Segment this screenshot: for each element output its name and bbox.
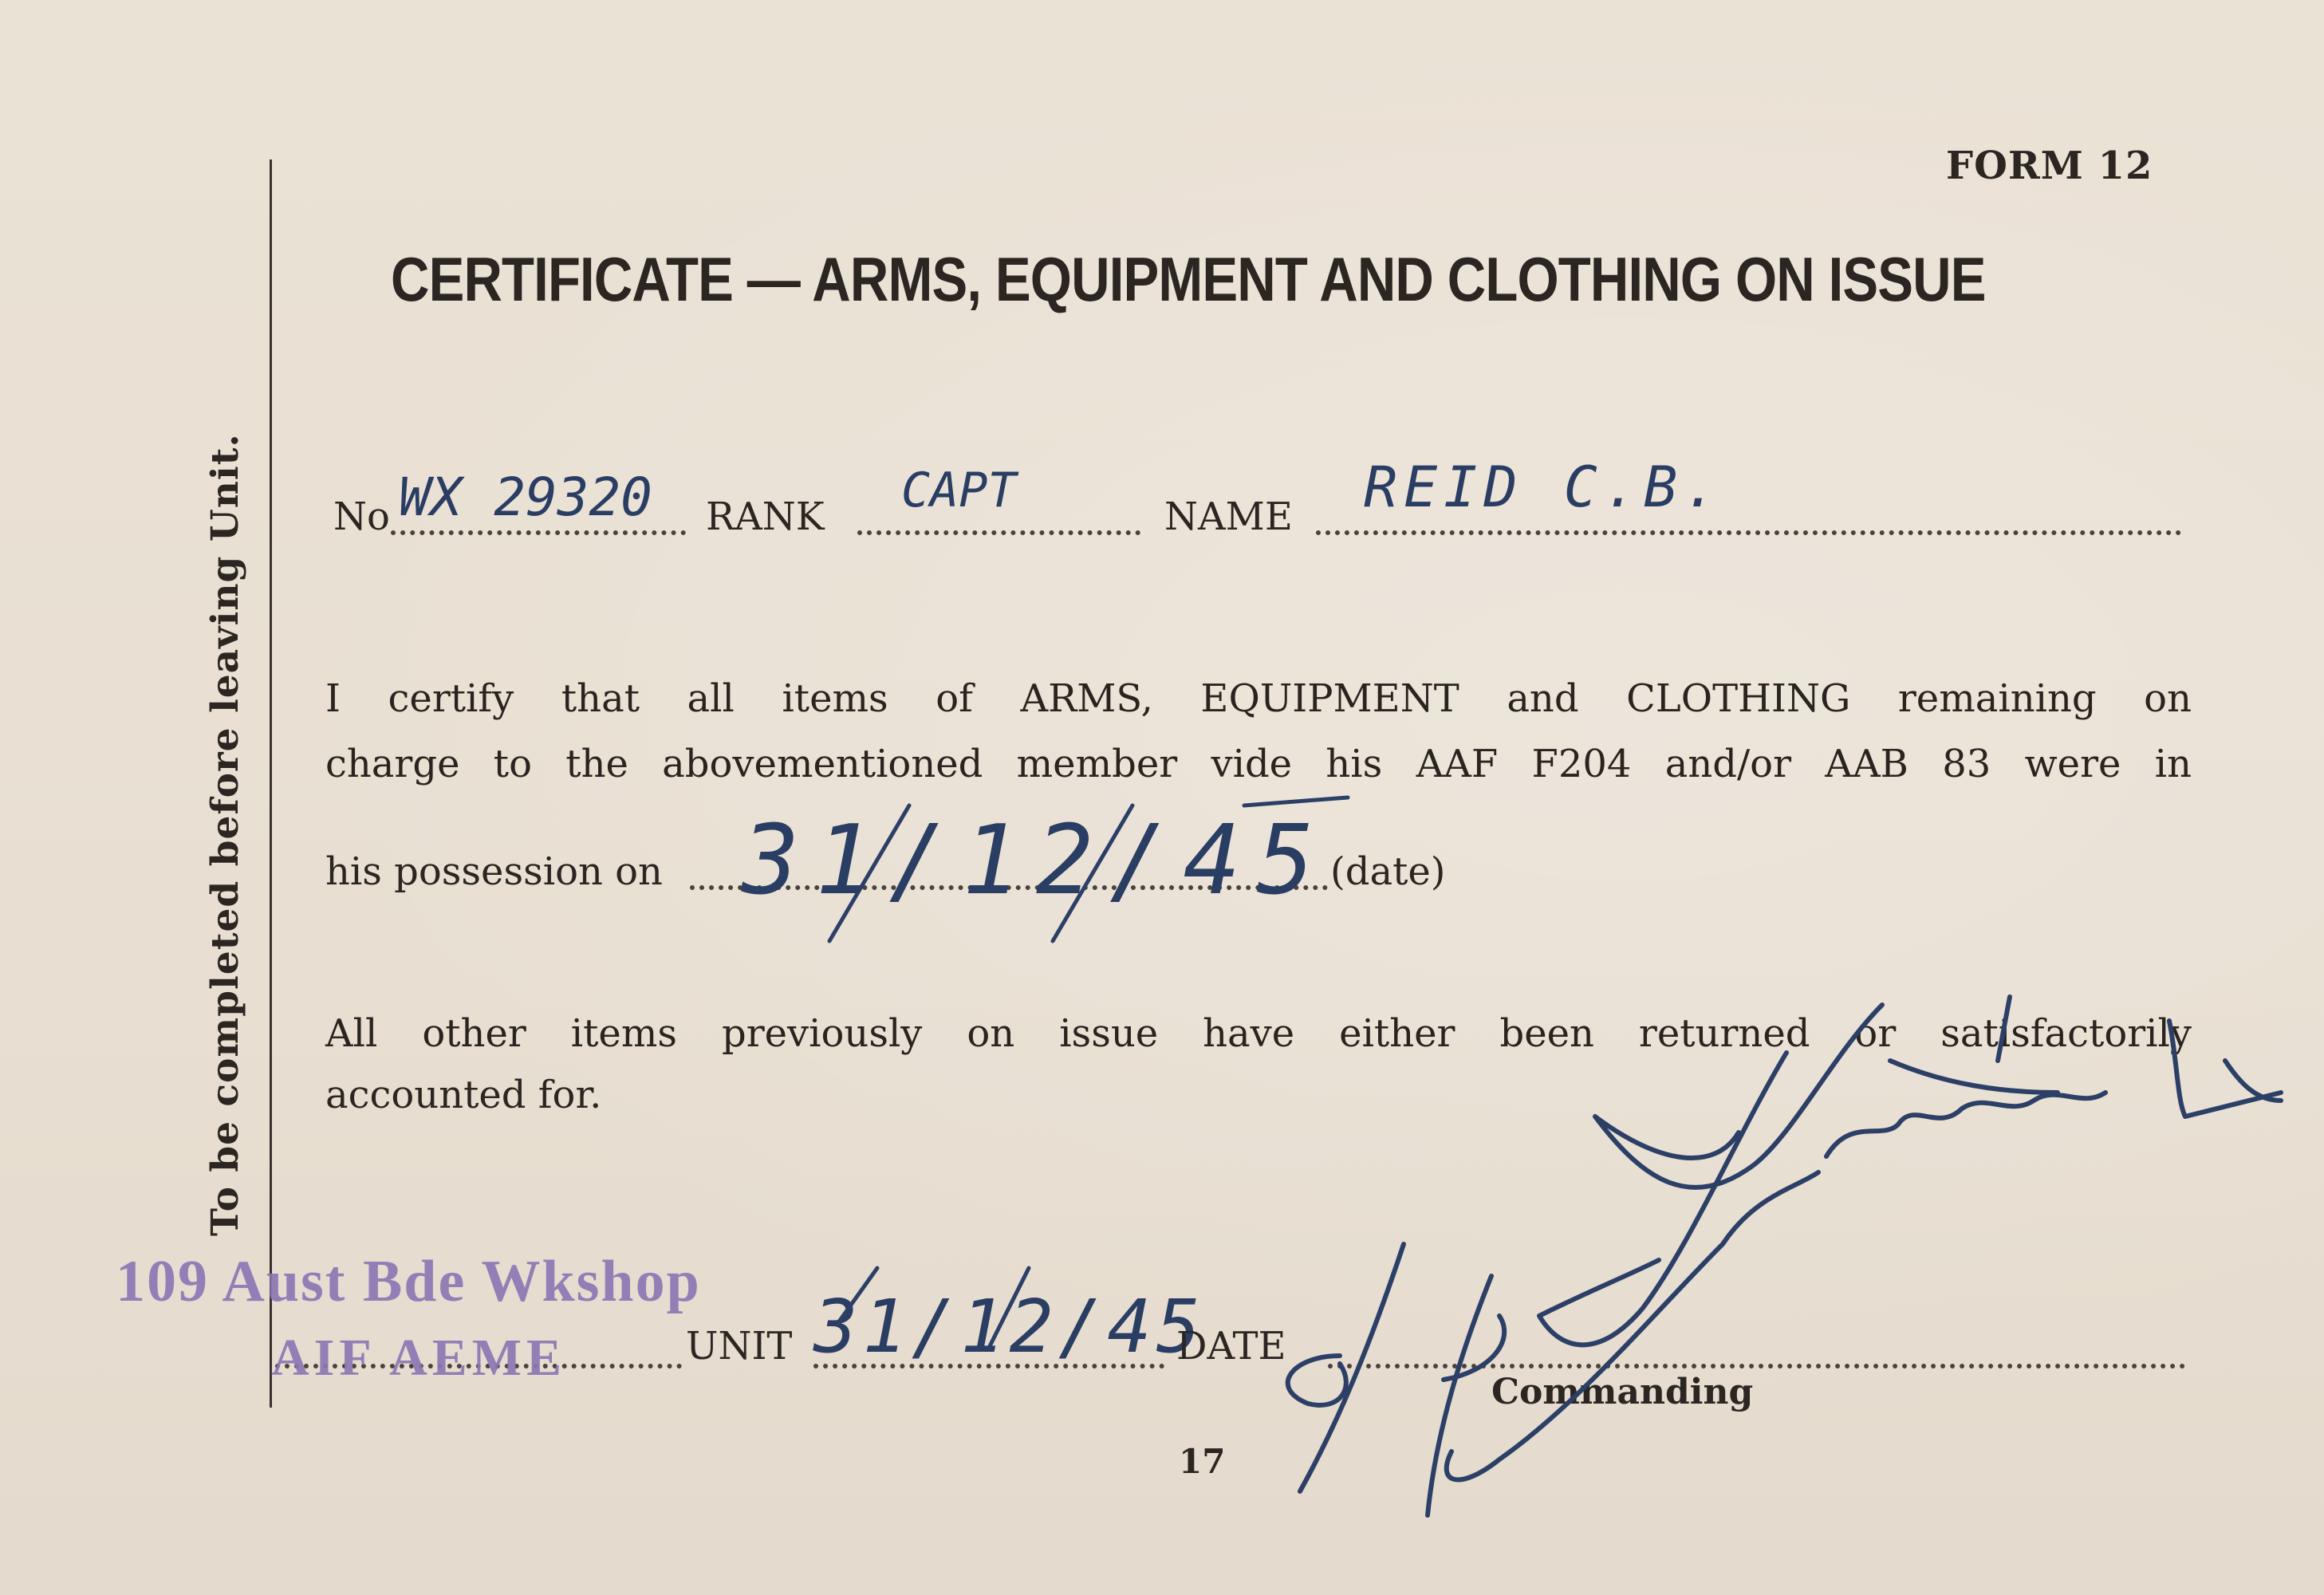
rank-handwritten: CAPT	[901, 463, 1017, 518]
possession-label: his possession on	[325, 849, 663, 894]
other-items-line-1: All other items previously on issue have either been returned or satisfactorily	[325, 1011, 2192, 1056]
no-label: No	[333, 494, 390, 539]
unit-date-handwritten: 31/12/45	[813, 1284, 1206, 1369]
possession-date-handwritten: 31/12/45	[742, 805, 1330, 916]
unit-stamp-line-2: AIF AEME	[271, 1329, 567, 1387]
date-label: DATE	[1176, 1324, 1286, 1369]
certificate-title: CERTIFICATE — ARMS, EQUIPMENT AND CLOTHING ON ISSUE	[391, 244, 1986, 314]
page-number: 17	[1179, 1442, 1226, 1481]
rank-label: RANK	[706, 494, 825, 539]
name-handwritten: REID C.B.	[1364, 455, 1724, 520]
unit-label: UNIT	[686, 1324, 793, 1369]
name-label: NAME	[1164, 494, 1293, 539]
certify-line-1: I certify that all items of ARMS, EQUIPMENT and CLOTHING remaining on	[325, 676, 2192, 721]
service-number-handwritten: WX 29320	[399, 467, 652, 528]
other-items-line-2: accounted for.	[325, 1073, 602, 1117]
form-number: FORM 12	[1946, 144, 2153, 188]
date-suffix: (date)	[1330, 849, 1446, 894]
side-instruction: To be completed before leaving Unit.	[203, 433, 247, 1236]
unit-stamp-line-1: 109 Aust Bde Wkshop	[116, 1249, 701, 1314]
certify-line-2: charge to the abovementioned member vide his AAF F204 and/or AAB 83 were in	[325, 742, 2192, 786]
commanding-label: Commanding	[1491, 1372, 1754, 1412]
